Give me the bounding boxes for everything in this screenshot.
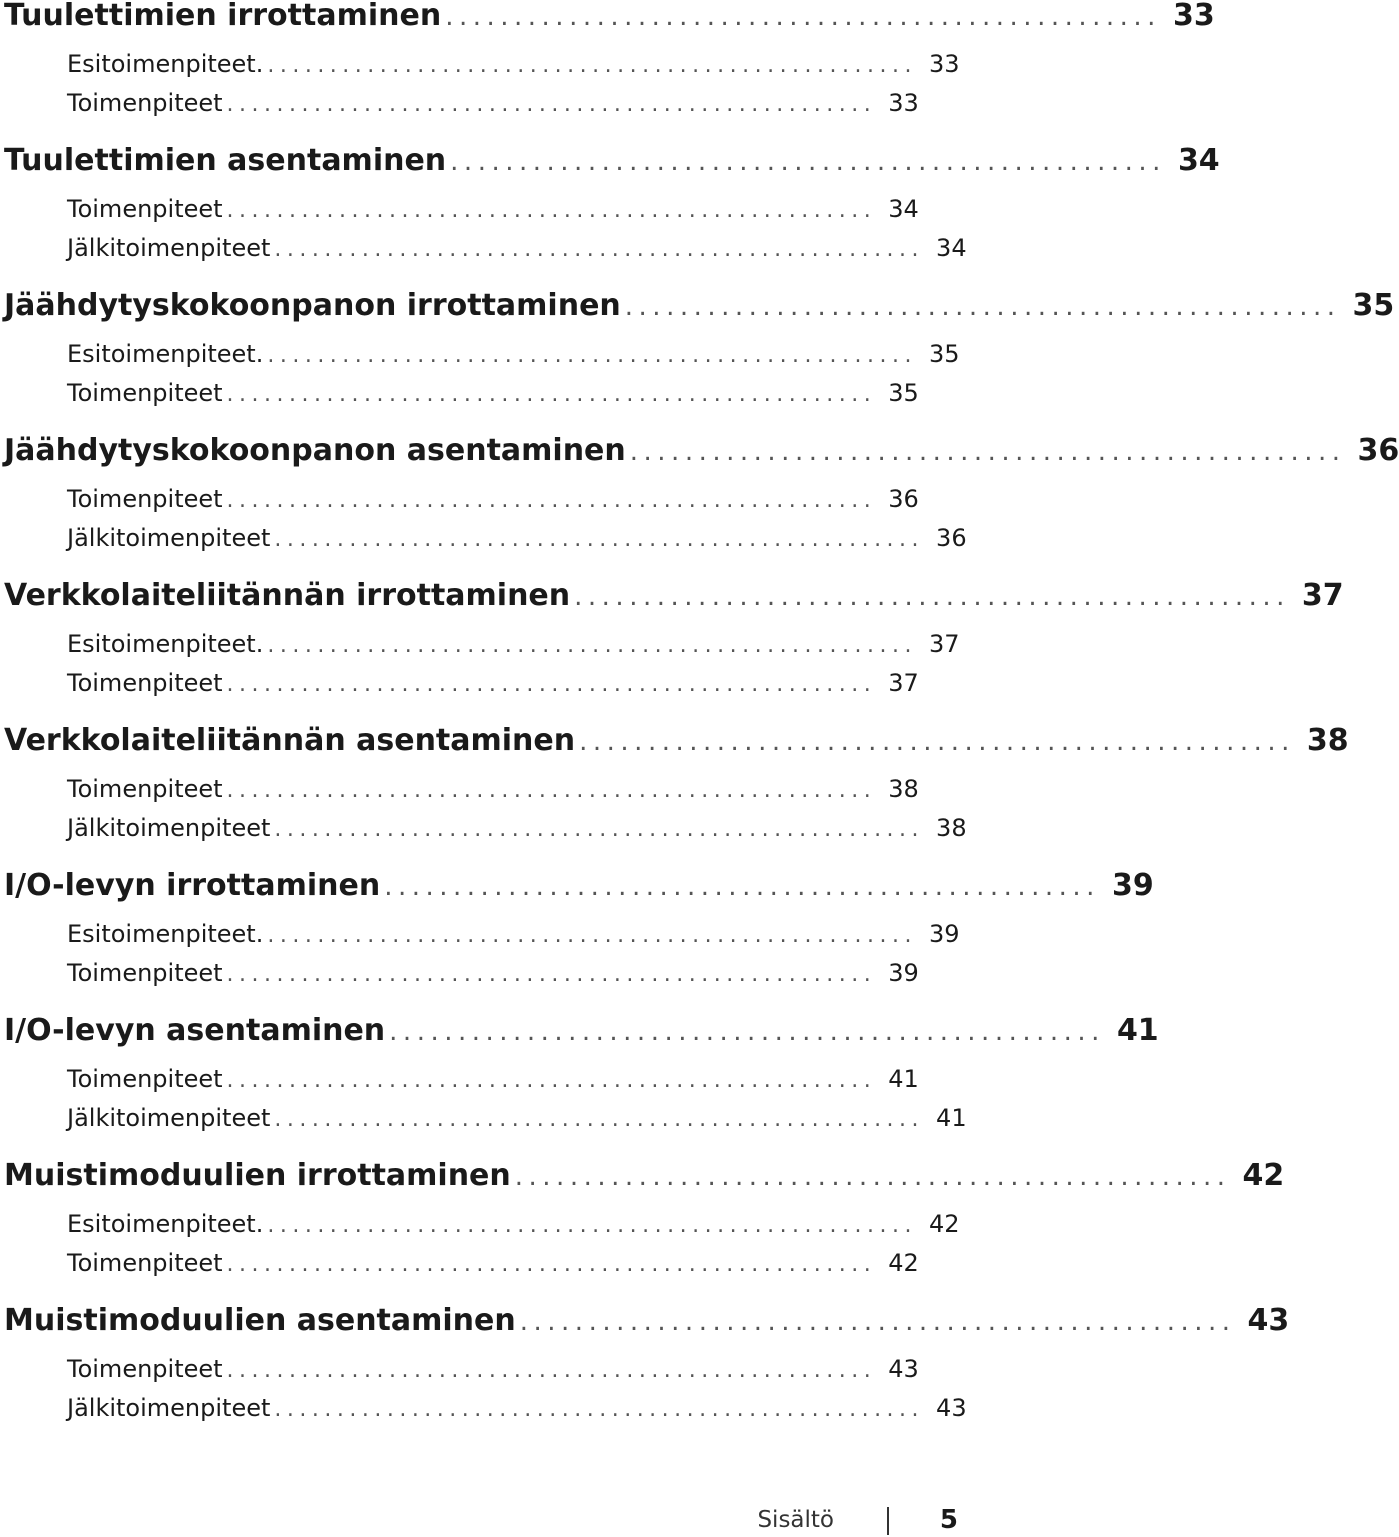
toc-entry-title: Toimenpiteet (67, 959, 223, 987)
toc-entry-title: Tuulettimien irrottaminen (4, 0, 442, 33)
toc-dot-leader: .................................................... (226, 1252, 877, 1277)
toc-entry-page-number: 38 (888, 775, 919, 803)
toc-entry-page-number: 37 (1301, 578, 1344, 613)
toc-subsection-entry[interactable] (67, 47, 960, 81)
toc-entry-title: Jälkitoimenpiteet (67, 1104, 271, 1132)
toc-entry-page-number: 35 (888, 379, 919, 407)
toc-subsection-entry[interactable] (67, 1207, 960, 1241)
toc-entry-page-number: 39 (888, 959, 919, 987)
toc-entry-page-number: 42 (929, 1210, 960, 1238)
toc-dot-leader: .................................................... (226, 382, 877, 407)
toc-chapter-entry[interactable] (4, 866, 1154, 906)
toc-entry-page-number: 41 (888, 1065, 919, 1093)
toc-entry-title: Toimenpiteet (67, 379, 223, 407)
toc-entry-page-number: 36 (1357, 433, 1399, 468)
toc-entry-page-number: 36 (936, 524, 967, 552)
toc-dot-leader: .................................................... (274, 817, 925, 842)
toc-entry-page-number: 41 (1116, 1013, 1159, 1048)
toc-entry-page-number: 43 (888, 1355, 919, 1383)
toc-entry-title: Toimenpiteet (67, 1355, 223, 1383)
toc-entry-title: Esitoimenpiteet. (67, 340, 264, 368)
toc-subsection-entry[interactable] (67, 1101, 967, 1135)
toc-entry-title: Muistimoduulien asentaminen (4, 1303, 516, 1338)
toc-dot-leader: .................................................... (226, 778, 877, 803)
toc-entry-page-number: 39 (1111, 868, 1154, 903)
toc-entry-title: I/O-levyn irrottaminen (4, 868, 381, 903)
toc-dot-leader: .................................................... (624, 292, 1341, 322)
toc-subsection-entry[interactable] (67, 231, 967, 265)
toc-entry-page-number: 42 (1242, 1158, 1285, 1193)
toc-entry-page-number: 43 (936, 1394, 967, 1422)
footer-section-label: Sisältö (757, 1507, 834, 1533)
toc-entry-page-number: 34 (1177, 143, 1220, 178)
toc-entry-page-number: 33 (929, 50, 960, 78)
toc-dot-leader: .................................................... (384, 872, 1100, 902)
toc-entry-title: Toimenpiteet (67, 1065, 223, 1093)
toc-dot-leader: .................................................... (226, 92, 877, 117)
toc-entry-page-number: 37 (929, 630, 960, 658)
toc-entry-title: Toimenpiteet (67, 195, 223, 223)
toc-entry-title: Jälkitoimenpiteet (67, 814, 271, 842)
toc-entry-page-number: 41 (936, 1104, 967, 1132)
page-footer (0, 1505, 960, 1537)
toc-subsection-entry[interactable] (67, 192, 919, 226)
toc-entry-title: Jälkitoimenpiteet (67, 234, 271, 262)
toc-subsection-entry[interactable] (67, 482, 919, 516)
toc-chapter-entry[interactable] (4, 1301, 1290, 1341)
toc-entry-page-number: 36 (888, 485, 919, 513)
toc-dot-leader: .................................................... (579, 727, 1295, 757)
toc-dot-leader: .................................................... (514, 1162, 1231, 1192)
toc-entry-title: Jälkitoimenpiteet (67, 1394, 271, 1422)
toc-entry-page-number: 39 (929, 920, 960, 948)
footer-divider (887, 1507, 889, 1535)
toc-entry-title: Jäähdytyskokoonpanon asentaminen (4, 433, 626, 468)
toc-dot-leader: .................................................... (445, 2, 1161, 32)
toc-entry-title: Muistimoduulien irrottaminen (4, 1158, 511, 1193)
toc-subsection-entry[interactable] (67, 1391, 967, 1425)
toc-entry-page-number: 43 (1247, 1303, 1290, 1338)
toc-entry-page-number: 34 (888, 195, 919, 223)
toc-dot-leader: .................................................... (574, 582, 1290, 612)
toc-subsection-entry[interactable] (67, 1062, 919, 1096)
toc-dot-leader: .................................................... (274, 237, 925, 262)
toc-subsection-entry[interactable] (67, 1246, 919, 1280)
toc-dot-leader: .................................................... (267, 1213, 917, 1238)
toc-entry-title: Esitoimenpiteet. (67, 50, 264, 78)
toc-chapter-entry[interactable] (4, 431, 1399, 471)
toc-dot-leader: .................................................... (226, 1358, 877, 1383)
toc-entry-title: Verkkolaiteliitännän asentaminen (4, 723, 576, 758)
toc-entry-title: Tuulettimien asentaminen (4, 143, 447, 178)
footer-page-number: 5 (939, 1505, 958, 1535)
toc-entry-page-number: 38 (1306, 723, 1349, 758)
toc-entry-page-number: 33 (1172, 0, 1215, 33)
toc-dot-leader: .................................................... (226, 1068, 877, 1093)
toc-dot-leader: .................................................... (226, 962, 877, 987)
toc-entry-title: I/O-levyn asentaminen (4, 1013, 386, 1048)
toc-entry-title: Jälkitoimenpiteet (67, 524, 271, 552)
toc-entry-page-number: 37 (888, 669, 919, 697)
toc-entry-title: Esitoimenpiteet. (67, 630, 264, 658)
toc-subsection-entry[interactable] (67, 86, 919, 120)
toc-entry-page-number: 38 (936, 814, 967, 842)
toc-subsection-entry[interactable] (67, 811, 967, 845)
toc-entry-title: Toimenpiteet (67, 485, 223, 513)
toc-subsection-entry[interactable] (67, 376, 919, 410)
toc-dot-leader: .................................................... (274, 1107, 925, 1132)
toc-chapter-entry[interactable] (4, 1156, 1285, 1196)
toc-dot-leader: .................................................... (267, 923, 917, 948)
toc-entry-title: Toimenpiteet (67, 669, 223, 697)
toc-subsection-entry[interactable] (67, 521, 967, 555)
toc-subsection-entry[interactable] (67, 956, 919, 990)
toc-dot-leader: .................................................... (274, 527, 925, 552)
toc-entry-page-number: 35 (929, 340, 960, 368)
toc-subsection-entry[interactable] (67, 772, 919, 806)
toc-dot-leader: .................................................... (450, 147, 1166, 177)
toc-chapter-entry[interactable] (4, 721, 1349, 761)
toc-dot-leader: .................................................... (226, 488, 877, 513)
toc-entry-title: Toimenpiteet (67, 775, 223, 803)
toc-entry-title: Verkkolaiteliitännän irrottaminen (4, 578, 571, 613)
toc-chapter-entry[interactable] (4, 141, 1220, 181)
toc-subsection-entry[interactable] (67, 627, 960, 661)
toc-dot-leader: .................................................... (267, 633, 917, 658)
toc-chapter-entry[interactable] (4, 286, 1395, 326)
toc-entry-page-number: 34 (936, 234, 967, 262)
toc-chapter-entry[interactable] (4, 1011, 1159, 1051)
toc-dot-leader: .................................................... (519, 1307, 1236, 1337)
toc-entry-title: Jäähdytyskokoonpanon irrottaminen (4, 288, 621, 323)
toc-entry-title: Esitoimenpiteet. (67, 920, 264, 948)
toc-subsection-entry[interactable] (67, 666, 919, 700)
toc-dot-leader: .................................................... (267, 343, 917, 368)
toc-dot-leader: .................................................... (629, 437, 1346, 467)
toc-subsection-entry[interactable] (67, 1352, 919, 1386)
toc-dot-leader: .................................................... (226, 672, 877, 697)
toc-chapter-entry[interactable] (4, 576, 1344, 616)
toc-dot-leader: .................................................... (389, 1017, 1105, 1047)
toc-entry-title: Toimenpiteet (67, 1249, 223, 1277)
toc-entry-title: Toimenpiteet (67, 89, 223, 117)
toc-chapter-entry[interactable] (4, 0, 1215, 36)
toc-dot-leader: .................................................... (267, 53, 917, 78)
toc-subsection-entry[interactable] (67, 337, 960, 371)
toc-dot-leader: .................................................... (274, 1397, 925, 1422)
toc-entry-page-number: 42 (888, 1249, 919, 1277)
toc-entry-page-number: 33 (888, 89, 919, 117)
toc-entry-page-number: 35 (1352, 288, 1395, 323)
toc-dot-leader: .................................................... (226, 198, 877, 223)
toc-subsection-entry[interactable] (67, 917, 960, 951)
toc-entry-title: Esitoimenpiteet. (67, 1210, 264, 1238)
